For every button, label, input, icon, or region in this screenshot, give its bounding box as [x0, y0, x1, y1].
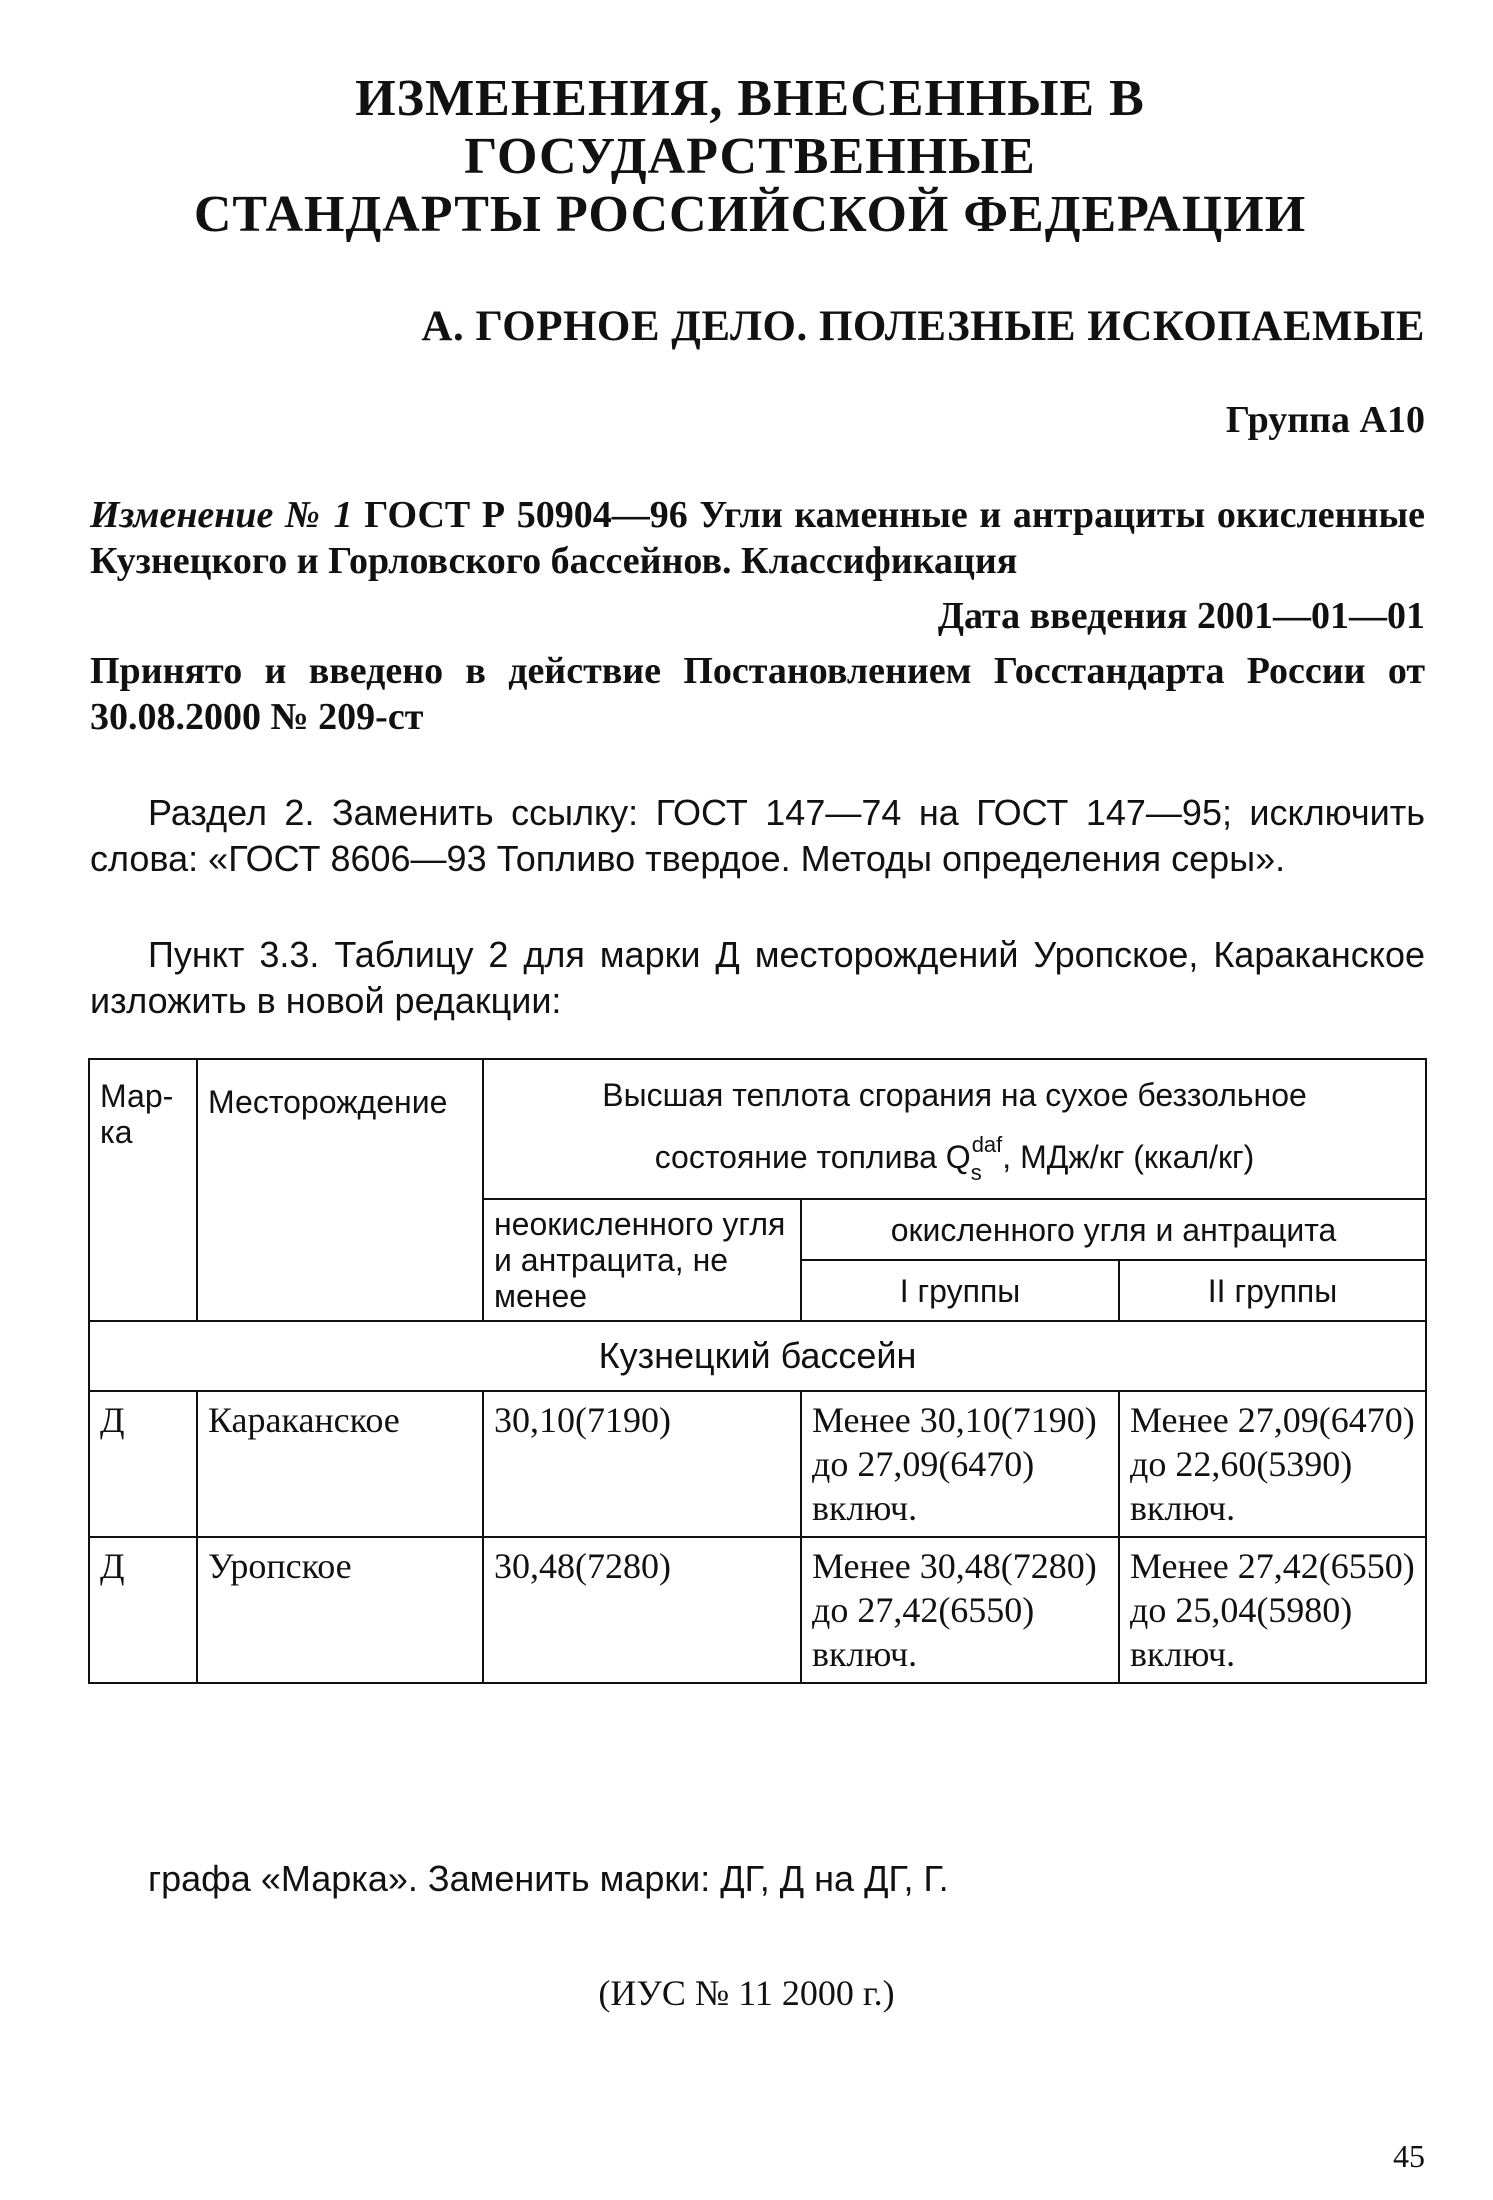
classification-table [88, 1058, 1427, 1684]
table-row [89, 1391, 1426, 1537]
introduction-date: Дата введения 2001—01—01 [937, 595, 1425, 637]
adoption-note: Принято и введено в действие Постановлением Госстандарта России от 30.08.2000 № 209-ст [90, 650, 1425, 738]
header-heat-of-combustion [483, 1059, 1426, 1199]
cell-deposit: Караканское [197, 1391, 483, 1537]
column-mark-replacement: графа «Марка». Заменить марки: ДГ, Д на ДГ, Г. [148, 1858, 949, 1899]
header-heat-prefix: состояние топлива [654, 1139, 937, 1175]
cell-group-1: Менее 30,48(7280) до 27,42(6550) включ. [801, 1537, 1119, 1683]
basin-name: Кузнецкий бассейн [89, 1321, 1426, 1391]
header-mark: Мар-ка [89, 1059, 197, 1321]
header-group-2: II группы [1119, 1260, 1426, 1321]
cell-deposit: Уропское [197, 1537, 483, 1683]
header-unoxidized: неокисленного угля и антрацита, не менее [483, 1199, 801, 1321]
header-deposit: Месторождение [197, 1059, 483, 1321]
change-number: Изменение № 1 [90, 494, 353, 536]
source-reference: (ИУС № 11 2000 г.) [598, 1973, 895, 2013]
cell-mark: Д [89, 1391, 197, 1537]
main-title-line-2: СТАНДАРТЫ РОССИЙСКОЙ ФЕДЕРАЦИИ [193, 186, 1307, 243]
header-oxidized: окисленного угля и антрацита [801, 1199, 1426, 1260]
table-basin-row [89, 1321, 1426, 1391]
header-heat-line-2 [494, 1126, 1415, 1192]
table-header-row-1 [89, 1059, 1426, 1199]
cell-unoxidized: 30,48(7280) [483, 1537, 801, 1683]
change-title [90, 492, 1425, 584]
change-standard: ГОСТ Р 50904—96 Угли каменные и антрациты окисленные Кузнецкого и Горловского бассейнов. Классификация [90, 494, 1425, 582]
section-title: А. ГОРНОЕ ДЕЛО. ПОЛЕЗНЫЕ ИСКОПАЕМЫЕ [421, 303, 1425, 350]
main-title-line-1: ИЗМЕНЕНИЯ, ВНЕСЕННЫЕ В ГОСУДАРСТВЕННЫЕ [355, 70, 1145, 185]
group-label: Группа А10 [1225, 399, 1425, 441]
q-letter: Q [945, 1139, 971, 1175]
q-superscript: daf [971, 1132, 1003, 1157]
cell-unoxidized: 30,10(7190) [483, 1391, 801, 1537]
cell-mark: Д [89, 1537, 197, 1683]
paragraph-item-3-3: Пункт 3.3. Таблицу 2 для марки Д месторождений Уропское, Караканское изложить в новой редакции: [90, 934, 1425, 1021]
cell-group-1: Менее 30,10(7190) до 27,09(6470) включ. [801, 1391, 1119, 1537]
page-number: 45 [1393, 2138, 1425, 2174]
header-group-1: I группы [801, 1260, 1119, 1321]
header-heat-units: , МДж/кг (ккал/кг) [1002, 1139, 1255, 1175]
q-subscript: s [970, 1160, 982, 1185]
cell-group-2: Менее 27,09(6470) до 22,60(5390) включ. [1119, 1391, 1426, 1537]
main-title [90, 70, 1410, 244]
q-symbol [945, 1132, 1003, 1185]
paragraph-section-2: Раздел 2. Заменить ссылку: ГОСТ 147—74 на ГОСТ 147—95; исключить слова: «ГОСТ 8606—93 Топливо твердое. Методы определения серы». [90, 792, 1425, 879]
table-row [89, 1537, 1426, 1683]
header-heat-line-1: Высшая теплота сгорания на сухое беззольное [602, 1077, 1307, 1113]
cell-group-2: Менее 27,42(6550) до 25,04(5980) включ. [1119, 1537, 1426, 1683]
